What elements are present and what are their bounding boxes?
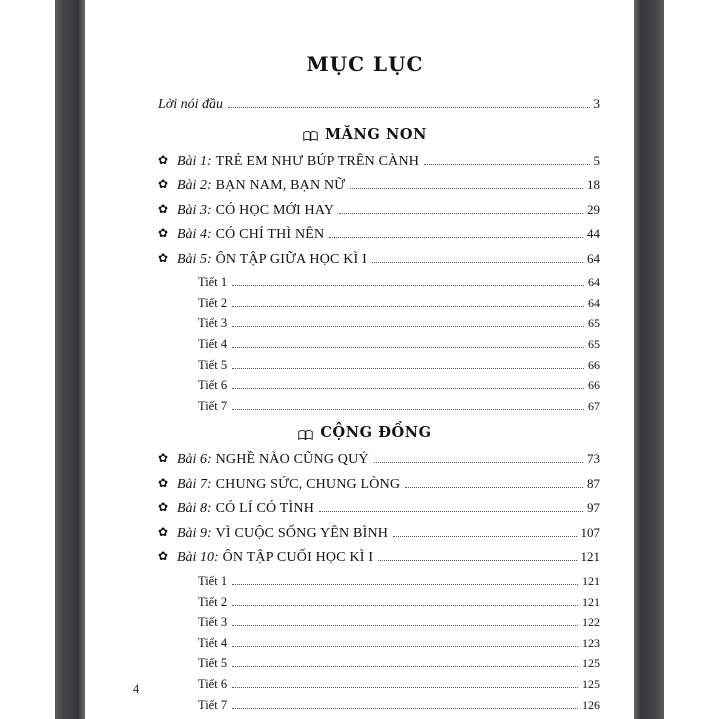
unit-label: [158, 226, 324, 244]
book-edge-right: [642, 0, 664, 719]
toc-entry-lesson[interactable]: [130, 595, 600, 611]
unit-number: Bài 10:: [177, 550, 219, 566]
toc-entry-unit[interactable]: [130, 226, 600, 244]
book-page: [85, 0, 634, 719]
leader-dots: [405, 487, 583, 488]
page-title: MỤC LỤC: [306, 52, 424, 76]
leader-dots: [232, 584, 578, 585]
unit-title: CÓ HỌC MỚI HAY: [215, 202, 335, 218]
lesson-label: Tiết 4: [198, 336, 228, 351]
toc-entry-lesson[interactable]: [130, 698, 600, 714]
leader-dots: [232, 326, 584, 327]
open-book-icon: [298, 428, 313, 440]
unit-label: [158, 476, 400, 494]
flower-icon: ✿: [158, 475, 169, 490]
toc-entry-lesson[interactable]: [130, 677, 600, 693]
leader-dots: [374, 462, 583, 463]
unit-number: Bài 4:: [177, 227, 212, 242]
toc-entry-lesson[interactable]: [130, 358, 600, 374]
toc-entry-lesson[interactable]: [130, 296, 600, 312]
leader-dots: [424, 164, 589, 165]
lesson-page: 64: [588, 295, 600, 310]
leader-dots: [393, 536, 576, 537]
leader-dots: [232, 388, 584, 389]
lesson-label: Tiết 5: [198, 656, 228, 671]
flower-icon: ✿: [158, 524, 169, 539]
lesson-page: 126: [582, 697, 600, 712]
preface-label: Lời nói đầu: [158, 97, 224, 112]
unit-number: Bài 1:: [177, 153, 212, 169]
flower-icon: ✿: [158, 152, 169, 167]
unit-title: ÔN TẬP GIỮA HỌC KÌ I: [215, 251, 367, 267]
leader-dots: [319, 511, 583, 512]
leader-dots: [232, 409, 584, 410]
preface-page: 3: [593, 96, 600, 111]
lesson-page: 65: [588, 336, 600, 351]
toc-entry-unit[interactable]: [130, 525, 600, 543]
leader-dots: [232, 347, 584, 348]
leader-dots: [232, 666, 578, 667]
toc-entry-lesson[interactable]: [130, 615, 600, 631]
toc-entry-unit[interactable]: [130, 177, 600, 195]
unit-number: Bài 3:: [177, 202, 212, 218]
unit-number: Bài 5:: [177, 251, 212, 267]
unit-title: CÓ CHÍ THÌ NÊN: [215, 227, 325, 242]
unit-title: CÓ LÍ CÓ TÌNH: [215, 501, 315, 517]
lesson-page: 66: [588, 378, 600, 393]
flower-icon: ✿: [158, 201, 169, 216]
leader-dots: [232, 687, 578, 688]
toc-entry-lesson[interactable]: [130, 316, 600, 332]
lesson-label: Tiết 6: [198, 677, 228, 691]
section-title: CỘNG ĐỒNG: [320, 424, 432, 442]
unit-number: Bài 7:: [177, 476, 212, 492]
lesson-page: 121: [582, 594, 600, 609]
unit-title: VÌ CUỘC SỐNG YÊN BÌNH: [215, 525, 389, 541]
book-spine-right: [634, 0, 642, 719]
flower-icon: ✿: [158, 177, 169, 191]
toc-entry-unit[interactable]: [130, 500, 600, 518]
unit-title: NGHỀ NÀO CŨNG QUÝ: [215, 452, 369, 468]
unit-label: [158, 549, 373, 567]
unit-number: Bài 6:: [177, 452, 212, 468]
lesson-label: Tiết 1: [198, 275, 228, 289]
unit-label: [158, 153, 419, 171]
leader-dots: [372, 262, 583, 263]
toc-entry-lesson[interactable]: [130, 378, 600, 394]
lesson-label: Tiết 3: [198, 316, 228, 331]
leader-dots: [232, 368, 584, 369]
lesson-page: 121: [582, 573, 600, 588]
unit-label: [158, 177, 345, 195]
leader-dots: [232, 285, 584, 286]
unit-label: [158, 500, 314, 518]
unit-number: Bài 9:: [177, 525, 212, 541]
unit-page: 73: [587, 451, 600, 467]
toc-entry-lesson[interactable]: [130, 275, 600, 291]
lesson-page: 123: [582, 635, 600, 650]
lesson-page: 67: [588, 398, 600, 413]
toc-entry-lesson[interactable]: [130, 337, 600, 353]
page-number: 4: [133, 682, 140, 696]
toc-entry-lesson[interactable]: [130, 574, 600, 590]
leader-dots: [232, 708, 578, 709]
section-heading-2: [130, 424, 600, 441]
leader-dots: [232, 625, 578, 626]
lesson-page: 122: [582, 615, 600, 630]
leader-dots: [232, 605, 578, 606]
unit-page: 64: [587, 250, 600, 266]
unit-page: 18: [587, 177, 600, 192]
toc-entry-lesson[interactable]: [130, 399, 600, 415]
leader-dots: [228, 107, 589, 108]
unit-title: TRẺ EM NHƯ BÚP TRÊN CÀNH: [215, 153, 420, 169]
toc-entry-lesson[interactable]: [130, 636, 600, 652]
lesson-page: 125: [582, 677, 600, 691]
lesson-label: Tiết 7: [198, 697, 228, 712]
lesson-page: 125: [582, 656, 600, 671]
flower-icon: ✿: [158, 451, 169, 466]
lesson-label: Tiết 4: [198, 635, 228, 650]
toc-entry-unit[interactable]: [130, 451, 600, 469]
toc-entry-preface[interactable]: [130, 96, 600, 114]
section-title: MĂNG NON: [325, 125, 427, 143]
lesson-label: Tiết 2: [198, 295, 228, 310]
book-edge-left: [55, 0, 77, 719]
toc-entry-unit[interactable]: [130, 549, 600, 567]
leader-dots: [339, 213, 583, 214]
lesson-label: Tiết 3: [198, 615, 228, 630]
toc-entry-unit[interactable]: [130, 202, 600, 220]
flower-icon: ✿: [158, 226, 169, 240]
unit-label: [158, 525, 388, 543]
unit-title: ÔN TẬP CUỐI HỌC KÌ I: [222, 550, 374, 566]
lesson-page: 66: [588, 357, 600, 372]
lesson-label: Tiết 7: [198, 398, 228, 413]
unit-page: 107: [580, 524, 600, 540]
unit-title: BẠN NAM, BẠN NỮ: [215, 178, 346, 193]
leader-dots: [350, 188, 583, 189]
unit-page: 44: [587, 226, 600, 241]
lesson-page: 65: [588, 316, 600, 331]
unit-label: [158, 202, 334, 220]
unit-number: Bài 2:: [177, 178, 212, 193]
leader-dots: [232, 306, 584, 307]
unit-page: 97: [587, 500, 600, 516]
unit-number: Bài 8:: [177, 501, 212, 517]
flower-icon: ✿: [158, 250, 169, 265]
leader-dots: [378, 560, 576, 561]
toc-entry-unit[interactable]: [130, 251, 600, 269]
unit-page: 121: [580, 549, 600, 565]
unit-page: 87: [587, 475, 600, 491]
toc-entry-unit[interactable]: [130, 153, 600, 171]
unit-title: CHUNG SỨC, CHUNG LÒNG: [215, 476, 401, 492]
leader-dots: [232, 646, 578, 647]
unit-page: 29: [587, 201, 600, 217]
lesson-page: 64: [588, 275, 600, 289]
leader-dots: [329, 237, 583, 238]
unit-page: 5: [593, 152, 600, 168]
lesson-label: Tiết 6: [198, 378, 228, 393]
lesson-label: Tiết 5: [198, 357, 228, 372]
section-heading-1: [130, 126, 600, 143]
unit-label: [158, 251, 367, 269]
open-book-icon: [303, 129, 318, 141]
unit-label: [158, 451, 369, 469]
toc-entry-unit[interactable]: [130, 476, 600, 494]
lesson-label: Tiết 1: [198, 573, 228, 588]
lesson-label: Tiết 2: [198, 594, 228, 609]
toc-entry-lesson[interactable]: [130, 656, 600, 672]
flower-icon: ✿: [158, 549, 169, 564]
book-spine-left: [77, 0, 85, 719]
table-of-contents: [130, 40, 600, 718]
flower-icon: ✿: [158, 500, 169, 515]
